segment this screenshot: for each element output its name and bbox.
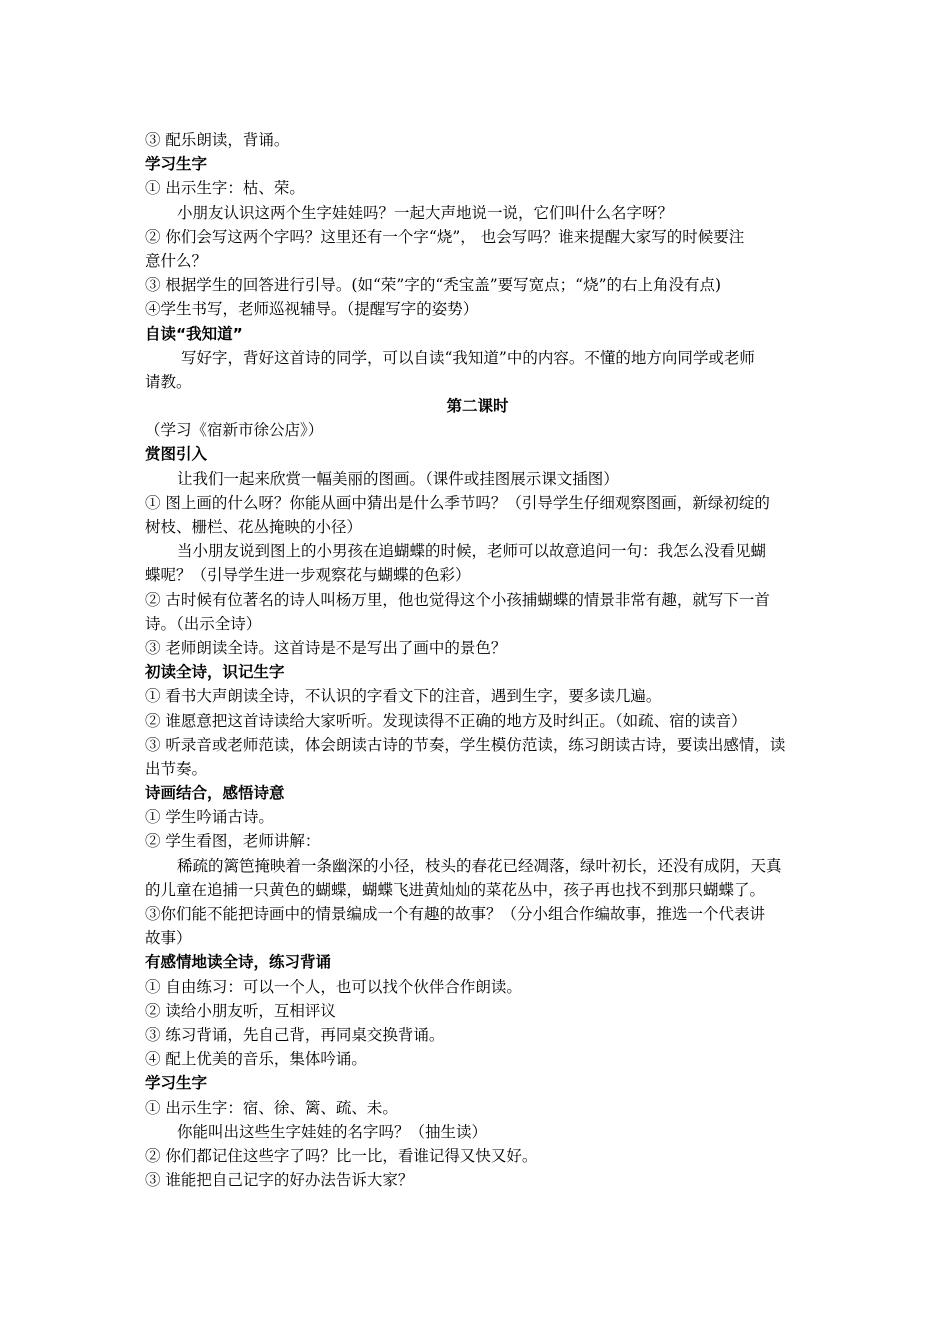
section-heading: 诗画结合，感悟诗意 xyxy=(145,784,285,803)
text-line: ③ 老师朗读全诗。这首诗是不是写出了画中的景色？ xyxy=(145,638,507,657)
section-heading: 初读全诗，识记生字 xyxy=(145,663,285,682)
text-line: ③你们能不能把诗画中的情景编成一个有趣的故事？（分小组合作编故事，推选一个代表讲 xyxy=(145,905,766,923)
text-line: ① 学生吟诵古诗。 xyxy=(145,808,274,827)
text-line: ① 出示生字：枯、荣。 xyxy=(145,179,305,198)
text-line: ① 自由练习：可以一个人，也可以找个伙伴合作朗读。 xyxy=(145,977,522,996)
text-line: 蝶呢？（引导学生进一步观察花与蝴蝶的色彩） xyxy=(145,566,471,585)
text-line: ④ 配上优美的音乐，集体吟诵。 xyxy=(145,1050,367,1069)
text-line: 让我们一起来欣赏一幅美丽的图画。（课件或挂图展示课文插图） xyxy=(177,469,619,488)
text-line: 意什么？ xyxy=(145,251,208,270)
section-heading: 学习生字 xyxy=(145,1074,208,1093)
text-line: 你能叫出这些生字娃娃的名字吗？（抽生读） xyxy=(177,1122,488,1141)
section-heading: 学习生字 xyxy=(145,155,208,174)
section-heading: 第二课时 xyxy=(446,397,509,416)
text-line: ② 古时候有位著名的诗人叫杨万里，他也觉得这个小孩捕蝴蝶的情景非常有趣，就写下一首 xyxy=(145,590,770,609)
section-heading: 赏图引入 xyxy=(145,445,208,464)
section-heading: 有感情地读全诗，练习背诵 xyxy=(145,953,332,972)
text-line: ① 看书大声朗读全诗，不认识的字看文下的注音，遇到生字，要多读几遍。 xyxy=(145,687,662,706)
section-heading: 自读“我知道” xyxy=(145,324,243,343)
document-page xyxy=(145,128,810,1192)
text-line: 出节奏。 xyxy=(145,759,208,778)
text-line: ② 读给小朋友听，互相评议 xyxy=(145,1001,336,1020)
text-line: 稀疏的篱笆掩映着一条幽深的小径，枝头的春花已经凋落，绿叶初长，还没有成阴，天真 xyxy=(177,856,782,875)
text-line: 的儿童在追捕一只黄色的蝴蝶，蝴蝶飞进黄灿灿的菜花丛中，孩子再也找不到那只蝴蝶了。 xyxy=(145,880,766,899)
text-line: ① 出示生字：宿、徐、篱、疏、未。 xyxy=(145,1098,398,1117)
text-line: 写好字，背好这首诗的同学，可以自读“我知道”中的内容。不懂的地方向同学或老师 xyxy=(181,348,755,367)
text-line: 诗。（出示全诗） xyxy=(145,614,262,633)
text-line: ③ 谁能把自己记字的好办法告诉大家？ xyxy=(145,1171,414,1190)
text-line: ③ 练习背诵，先自己背，再同桌交换背诵。 xyxy=(145,1025,445,1044)
text-line: ③ 配乐朗读，背诵。 xyxy=(145,131,290,149)
text-line: ② 谁愿意把这首诗读给大家听听。发现读得不正确的地方及时纠正。（如疏、宿的读音） xyxy=(145,711,747,730)
text-line: 小朋友认识这两个生字娃娃吗？一起大声地说一说，它们叫什么名字呀？ xyxy=(177,203,674,222)
text-line: ② 你们会写这两个字吗？这里还有一个字“烧”， 也会写吗？谁来提醒大家写的时候要注 xyxy=(145,227,745,246)
text-line: ② 你们都记住这些字了吗？比一比，看谁记得又快又好。 xyxy=(145,1146,538,1165)
text-line: ① 图上画的什么呀？你能从画中猜出是什么季节吗？（引导学生仔细观察图画，新绿初绽的 xyxy=(145,493,770,512)
text-line: ③ 根据学生的回答进行引导。(如“荣”字的“秃宝盖”要写宽点；“烧”的右上角没有点) xyxy=(145,276,722,295)
text-line: 故事） xyxy=(145,929,192,948)
text-line: 树枝、栅栏、花丛掩映的小径） xyxy=(145,518,363,536)
text-line: ④学生书写，老师巡视辅导。（提醒写字的姿势） xyxy=(145,300,479,319)
text-line: ② 学生看图，老师讲解： xyxy=(145,832,321,851)
text-line: ③ 听录音或老师范读，体会朗读古诗的节奏，学生模仿范读，练习朗读古诗，要读出感情，读 xyxy=(145,735,786,754)
text-line: （学习《宿新市徐公店》） xyxy=(145,421,324,440)
text-line: 请教。 xyxy=(145,372,192,391)
text-line: 当小朋友说到图上的小男孩在追蝴蝶的时候，老师可以故意追问一句：我怎么没看见蝴 xyxy=(177,542,767,561)
